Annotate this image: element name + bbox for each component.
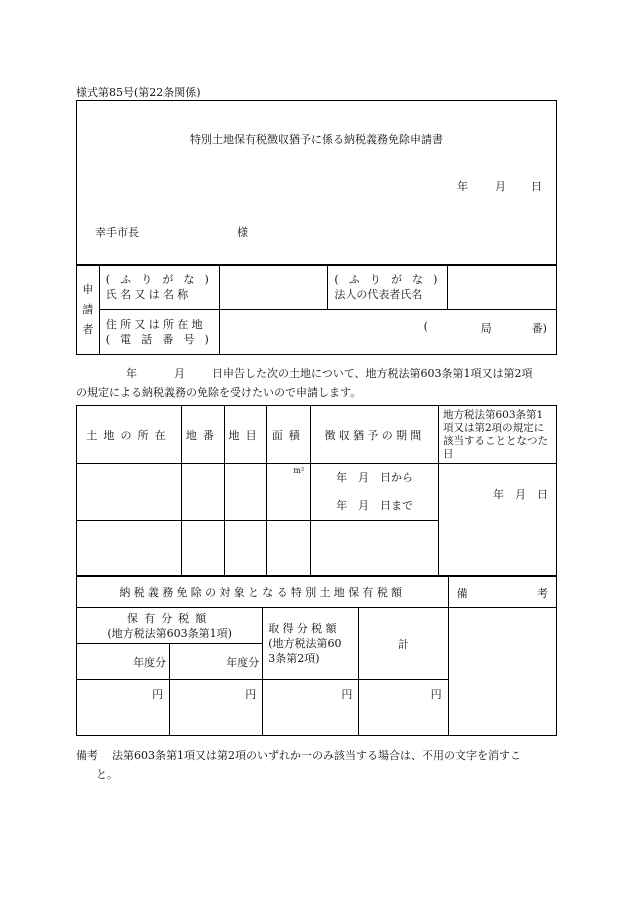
furigana-label-2: ( ふ り が な ): [334, 273, 441, 286]
statement-month: 月: [174, 367, 185, 380]
addressee: 幸手市長: [95, 226, 139, 239]
remarks-label-2: 考: [537, 587, 548, 600]
period-cell-2[interactable]: [311, 521, 439, 577]
location-cell-1[interactable]: [77, 464, 182, 521]
header-location: 土地の所在: [77, 406, 182, 464]
phone-kyoku: 局: [480, 322, 492, 335]
header-category: 地目: [224, 406, 267, 464]
note-label: 備考: [76, 749, 98, 762]
header-lot: 地番: [182, 406, 225, 464]
side-char-3: 者: [82, 322, 94, 336]
holding-header: [77, 608, 263, 644]
total-header: 計: [359, 608, 448, 680]
address-label: 住所又は所在地: [105, 318, 206, 331]
header-period: 徴収猶予の期間: [311, 406, 439, 464]
statement-line2: の規定による納税義務の免除を受けたいので申請します。: [76, 386, 362, 399]
year-portion-1[interactable]: 年度分: [77, 644, 170, 680]
holding-label: 保有分税額: [127, 611, 213, 625]
lot-cell-2[interactable]: [182, 521, 225, 577]
category-cell-2[interactable]: [224, 521, 267, 577]
year-portion-2[interactable]: 年度分: [170, 644, 263, 680]
address-field[interactable]: [219, 310, 556, 355]
yen-cell-3[interactable]: 円: [263, 680, 359, 736]
yen-cell-4[interactable]: 円: [359, 680, 448, 736]
acquisition-sub-1: (地方税法第60: [268, 637, 342, 650]
phone-label: ( 電 話 番 号 ): [105, 333, 213, 346]
remarks-header: [448, 576, 556, 608]
phone-ban: 番): [531, 322, 547, 335]
statement-year: 年: [126, 367, 137, 380]
lot-cell-1[interactable]: [182, 464, 225, 521]
date-year: 年: [457, 180, 468, 193]
location-cell-2[interactable]: [77, 521, 182, 577]
category-cell-1[interactable]: [224, 464, 267, 521]
applicant-side-label: [77, 265, 100, 355]
name-field[interactable]: [219, 265, 328, 310]
tax-table: [76, 575, 557, 736]
applicant-table: [76, 264, 557, 355]
side-char-1: 申: [82, 282, 94, 296]
statement-line1: 日申告した次の土地について、地方税法第603条第1項又は第2項: [212, 367, 533, 380]
acquisition-sub-2: 3条第2項): [268, 652, 320, 665]
acquisition-header: [263, 608, 359, 680]
remarks-label-1: 備: [456, 587, 468, 600]
land-table: [76, 405, 557, 577]
rep-label: 法人の代表者氏名: [334, 288, 423, 301]
note-line2: と。: [96, 768, 118, 781]
tax-title: 納税義務免除の対象となる特別土地保有税額: [77, 576, 449, 608]
yen-cell-1[interactable]: 円: [77, 680, 170, 736]
date-day: 日: [531, 180, 542, 193]
furigana-label: ( ふ り が な ): [105, 273, 213, 286]
acquisition-label: 取得分税額: [268, 622, 340, 635]
area-unit[interactable]: m²: [267, 464, 311, 521]
name-label: 氏名又は名称: [105, 288, 192, 301]
name-label-cell: [99, 265, 219, 310]
form-title: 特別土地保有税徴収猶予に係る納税義務免除申請書: [190, 133, 443, 146]
address-label-cell: [99, 310, 219, 355]
note-line1: 法第603条第1項又は第2項のいずれか一のみ該当する場合は、不用の文字を消すこ: [112, 749, 521, 762]
header-applicable-date: 地方税法第603条第1項又は第2項の規定に該当することとなつた日: [438, 406, 556, 464]
honorific: 様: [237, 226, 248, 239]
rep-field[interactable]: [448, 265, 557, 310]
remarks-field[interactable]: [448, 608, 556, 736]
holding-sub: (地方税法第603条第1項): [107, 626, 232, 640]
date-month: 月: [495, 180, 506, 193]
side-char-2: 請: [82, 302, 94, 316]
header-area: 面積: [267, 406, 311, 464]
form-number: 様式第85号(第22条関係): [76, 86, 201, 99]
phone-open: (: [423, 320, 428, 333]
yen-cell-2[interactable]: 円: [170, 680, 263, 736]
period-from: 年 月 日から: [336, 471, 414, 484]
period-to: 年 月 日まで: [336, 499, 414, 512]
header-box: [76, 100, 557, 266]
period-cell-1[interactable]: [311, 464, 439, 521]
area-cell-2[interactable]: [267, 521, 311, 577]
rep-label-cell: [328, 265, 448, 310]
applicable-date-cell[interactable]: 年 月 日: [438, 464, 556, 577]
